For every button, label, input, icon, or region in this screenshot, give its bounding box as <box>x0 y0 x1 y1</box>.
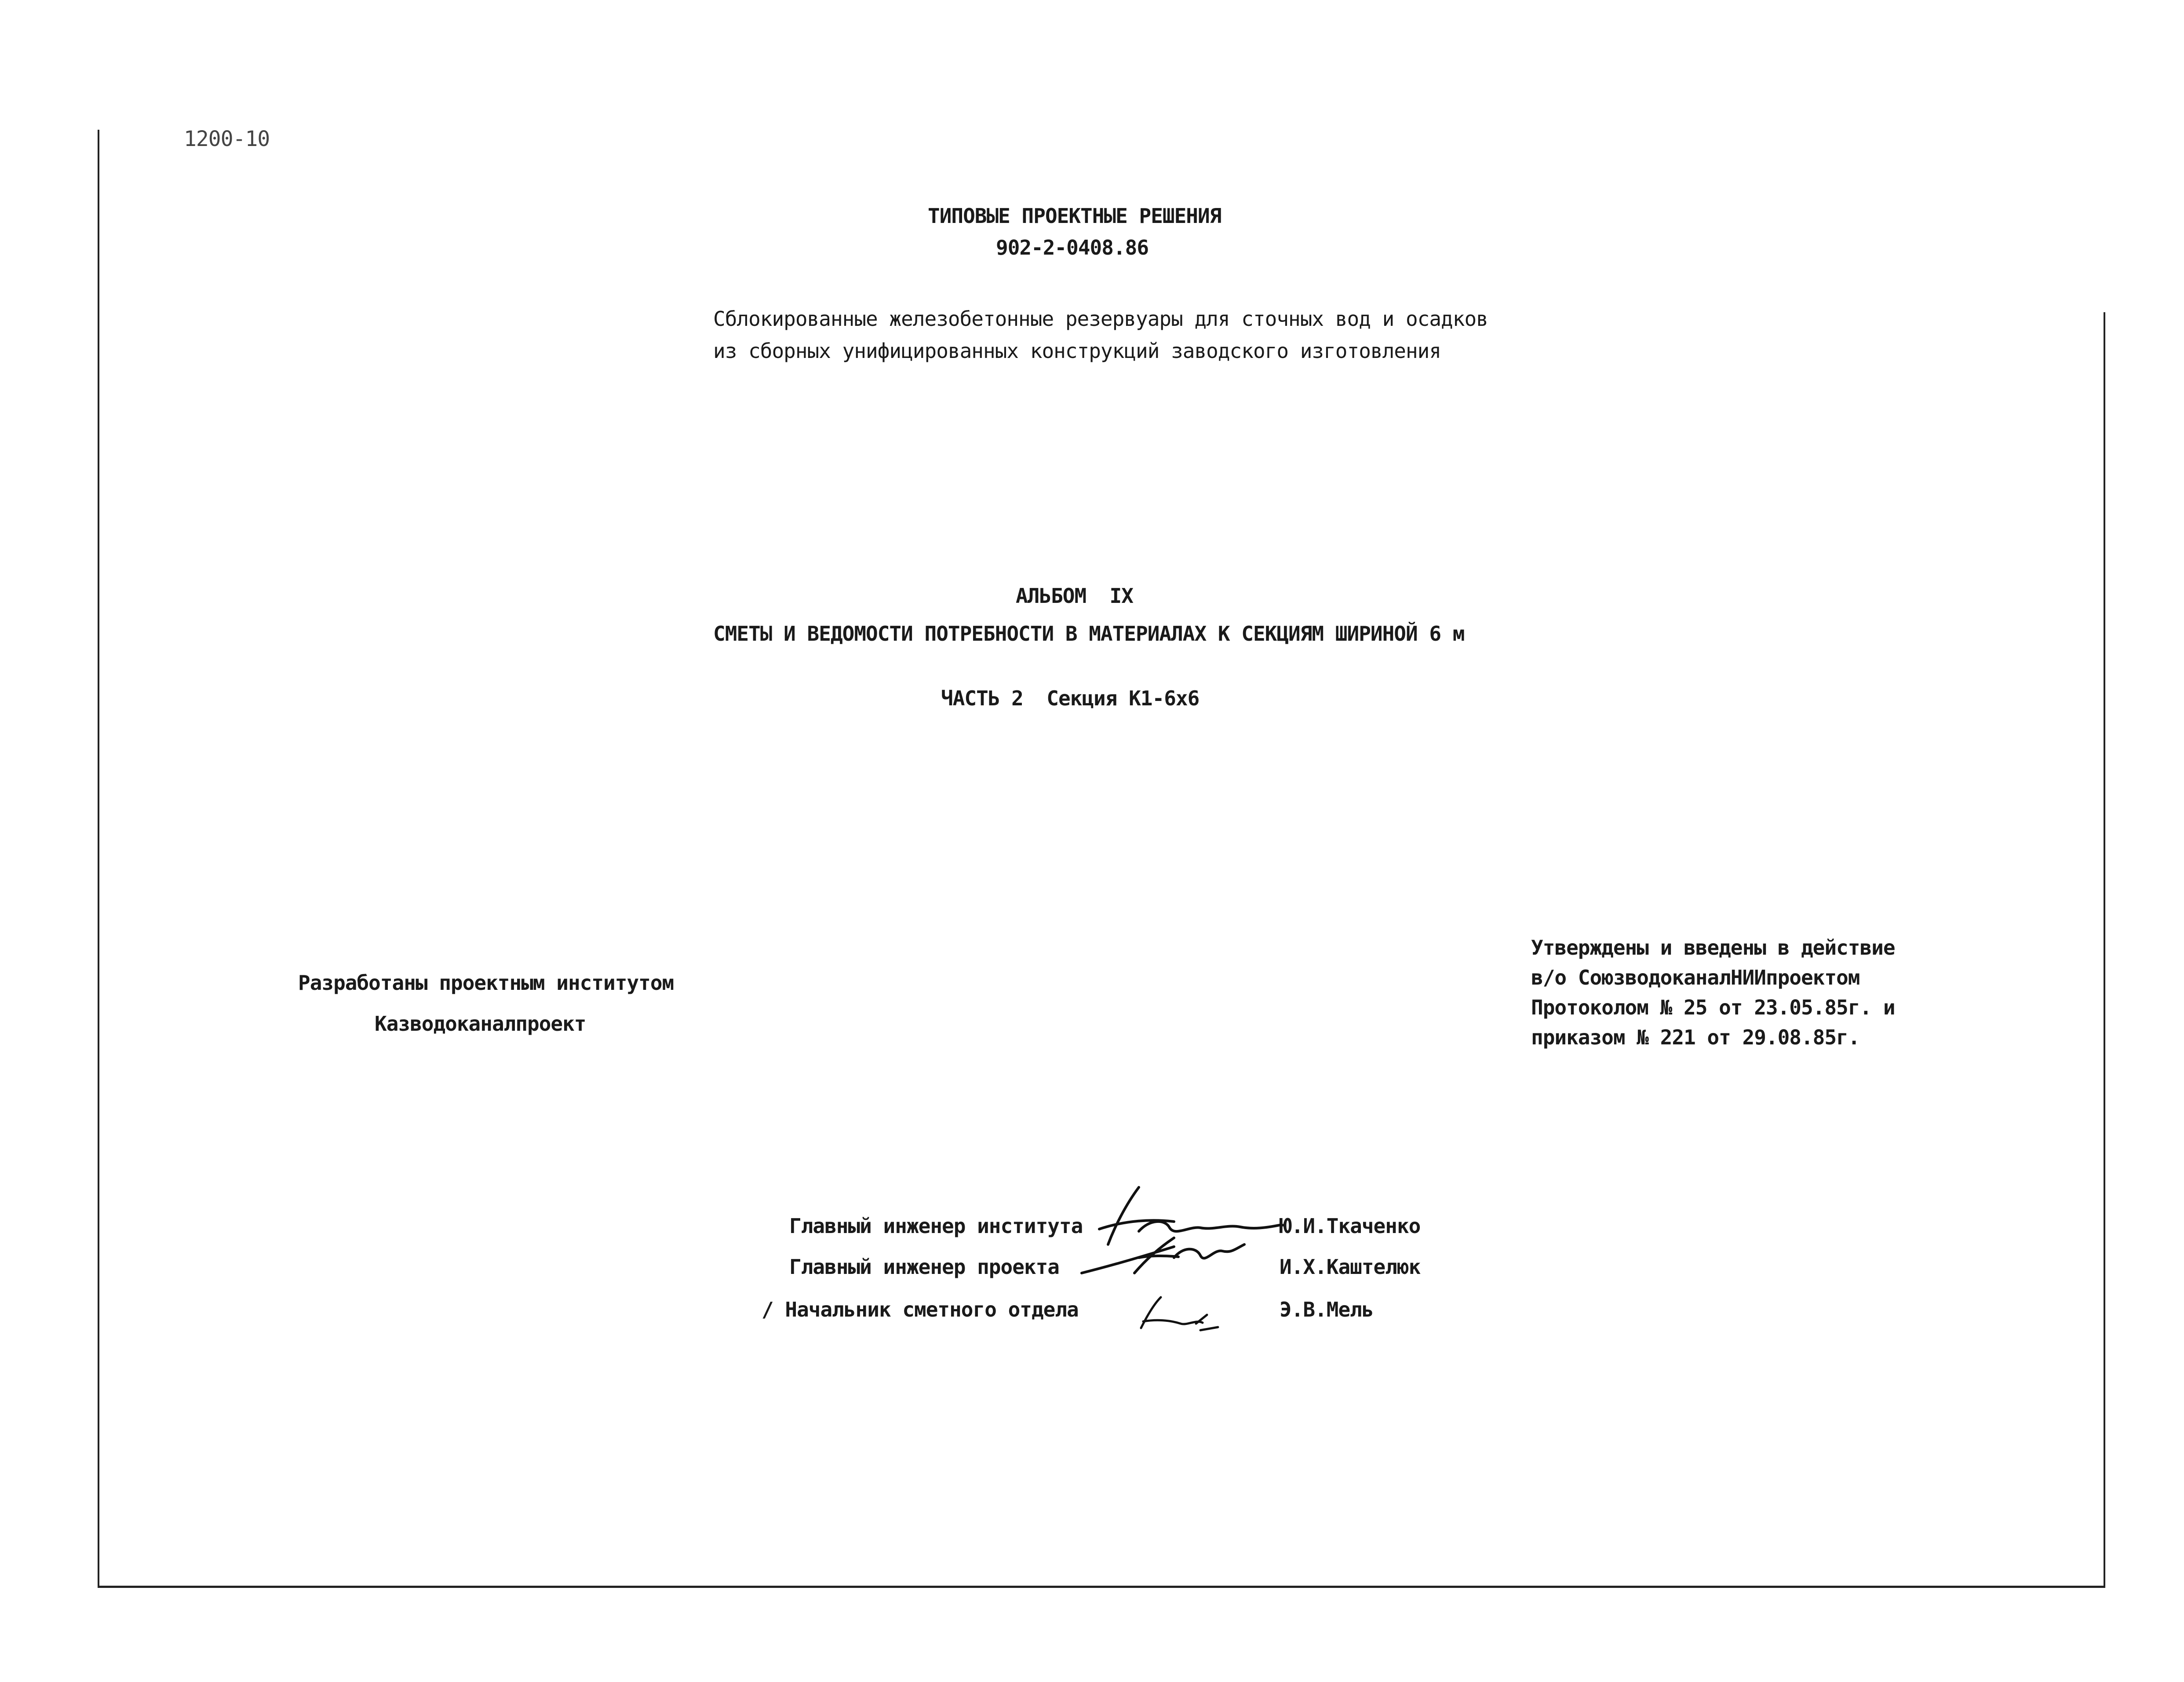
frame-right-line <box>2104 312 2105 1587</box>
approved-line-3: Протоколом № 25 от 23.05.85г. и <box>1531 996 1895 1019</box>
signature-name-2: И.Х.Каштелюк <box>1280 1255 1421 1279</box>
signature-name-1: Ю.И.Ткаченко <box>1280 1214 1421 1238</box>
series-title: ТИПОВЫЕ ПРОЕКТНЫЕ РЕШЕНИЯ <box>928 204 1221 228</box>
album-description: СМЕТЫ И ВЕДОМОСТИ ПОТРЕБНОСТИ В МАТЕРИАЛАХ К СЕКЦИЯМ ШИРИНОЙ 6 м <box>713 622 1465 646</box>
frame-bottom-line <box>98 1586 2105 1588</box>
sheet-code: 1200-10 <box>184 127 270 151</box>
subject-line-2: из сборных унифицированных конструкций заводского изготовления <box>713 339 1441 363</box>
developed-by-line-1: Разработаны проектным институтом <box>298 971 674 995</box>
approved-line-1: Утверждены и введены в действие <box>1531 936 1895 960</box>
developed-by-line-2: Казводоканалпроект <box>375 1012 586 1036</box>
subject-line-1: Сблокированные железобетонные резервуары для сточных вод и осадков <box>713 307 1488 331</box>
approved-line-2: в/о СоюзводоканалНИИпроектом <box>1531 966 1860 989</box>
handwritten-signature-3 <box>1130 1288 1231 1337</box>
series-number: 902-2-0408.86 <box>996 236 1149 259</box>
signature-role-2: Главный инженер проекта <box>789 1255 1059 1279</box>
handwritten-signature-2 <box>1073 1231 1258 1288</box>
signature-role-1: Главный инженер института <box>789 1214 1083 1238</box>
frame-left-line <box>98 130 99 1587</box>
approved-line-4: приказом № 221 от 29.08.85г. <box>1531 1025 1860 1049</box>
signature-name-3: Э.В.Мель <box>1280 1298 1374 1321</box>
signature-role-3: / Начальник сметного отдела <box>762 1298 1079 1321</box>
album-title: АЛЬБОМ IX <box>1016 584 1133 608</box>
album-part: ЧАСТЬ 2 Секция К1-6х6 <box>941 686 1200 710</box>
